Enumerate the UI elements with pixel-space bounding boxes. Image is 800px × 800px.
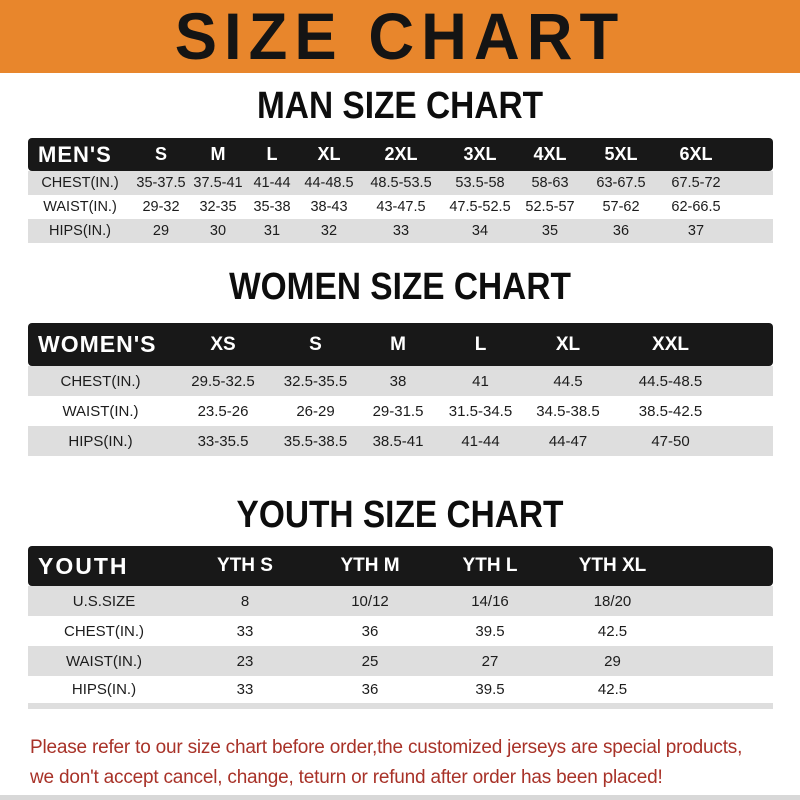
- filler-cell: [675, 546, 773, 586]
- table-row: [28, 646, 773, 676]
- size-value: 31: [246, 219, 298, 243]
- size-value: 43-47.5: [360, 195, 442, 219]
- size-value: 32.5-35.5: [273, 366, 358, 396]
- row-label: CHEST(IN.): [28, 616, 180, 646]
- size-value: 62-66.5: [660, 195, 732, 219]
- size-value: 23: [180, 646, 310, 676]
- row-label: U.S.SIZE: [28, 586, 180, 616]
- header-row: [28, 546, 773, 586]
- youth-size-table: [28, 546, 773, 709]
- row-label: CHEST(IN.): [28, 366, 173, 396]
- size-value: 52.5-57: [518, 195, 582, 219]
- size-value: 44.5-48.5: [613, 366, 728, 396]
- size-value: 41-44: [438, 426, 523, 456]
- size-value: 36: [310, 616, 430, 646]
- size-column-header: YTH M: [310, 546, 430, 586]
- youth-section-heading: YOUTH SIZE CHART: [236, 494, 564, 536]
- size-value: 37.5-41: [190, 171, 246, 195]
- size-column-header: M: [190, 138, 246, 171]
- disclaimer-line-1: Please refer to our size chart before order,the customized jerseys are special products,: [30, 737, 743, 758]
- size-value: 58-63: [518, 171, 582, 195]
- table-row: [28, 676, 773, 706]
- size-value: 33: [180, 616, 310, 646]
- size-value: 42.5: [550, 676, 675, 706]
- table-row: [28, 171, 773, 195]
- size-value: 57-62: [582, 195, 660, 219]
- size-value: 39.5: [430, 676, 550, 706]
- table-row: [28, 366, 773, 396]
- size-chart-banner: [0, 0, 800, 73]
- size-value: 26-29: [273, 396, 358, 426]
- size-value: 10/12: [310, 586, 430, 616]
- size-value: 42.5: [550, 616, 675, 646]
- men-size-section: [0, 87, 800, 243]
- header-row: [28, 323, 773, 366]
- banner-title: SIZE CHART: [174, 0, 626, 74]
- size-column-header: YTH XL: [550, 546, 675, 586]
- size-value: 38.5-42.5: [613, 396, 728, 426]
- size-value: 32-35: [190, 195, 246, 219]
- size-value: 31.5-34.5: [438, 396, 523, 426]
- table-category-header: YOUTH: [28, 546, 180, 586]
- size-value: 38.5-41: [358, 426, 438, 456]
- table-row: [28, 586, 773, 616]
- size-value: 18/20: [550, 586, 675, 616]
- size-value: 53.5-58: [442, 171, 518, 195]
- size-column-header: 2XL: [360, 138, 442, 171]
- filler-cell: [728, 396, 773, 426]
- row-label: WAIST(IN.): [28, 195, 132, 219]
- table-row: [28, 616, 773, 646]
- size-value: 34: [442, 219, 518, 243]
- size-column-header: L: [438, 323, 523, 366]
- size-column-header: YTH S: [180, 546, 310, 586]
- size-value: 44.5: [523, 366, 613, 396]
- size-value: 38-43: [298, 195, 360, 219]
- men-size-table: [28, 138, 773, 243]
- size-value: 39.5: [430, 616, 550, 646]
- filler-cell: [728, 426, 773, 456]
- size-value: 44-47: [523, 426, 613, 456]
- size-column-header: 6XL: [660, 138, 732, 171]
- filler-cell: [675, 616, 773, 646]
- size-value: 38: [358, 366, 438, 396]
- size-value: 63-67.5: [582, 171, 660, 195]
- filler-cell: [732, 195, 773, 219]
- size-value: 35.5-38.5: [273, 426, 358, 456]
- size-column-header: YTH L: [430, 546, 550, 586]
- row-label: WAIST(IN.): [28, 646, 180, 676]
- size-value: 44-48.5: [298, 171, 360, 195]
- filler-cell: [728, 323, 773, 366]
- size-value: 34.5-38.5: [523, 396, 613, 426]
- size-value: 32: [298, 219, 360, 243]
- header-row: [28, 138, 773, 171]
- size-value: 33: [180, 676, 310, 706]
- size-column-header: S: [273, 323, 358, 366]
- row-label: HIPS(IN.): [28, 426, 173, 456]
- size-column-header: 3XL: [442, 138, 518, 171]
- size-value: 29: [550, 646, 675, 676]
- table-row: [28, 195, 773, 219]
- size-value: 48.5-53.5: [360, 171, 442, 195]
- filler-cell: [732, 171, 773, 195]
- size-value: 36: [582, 219, 660, 243]
- size-value: 36: [310, 676, 430, 706]
- size-value: 37: [660, 219, 732, 243]
- filler-cell: [675, 586, 773, 616]
- size-value: 29-31.5: [358, 396, 438, 426]
- size-value: 25: [310, 646, 430, 676]
- row-label: CHEST(IN.): [28, 171, 132, 195]
- size-value: 67.5-72: [660, 171, 732, 195]
- row-label: WAIST(IN.): [28, 396, 173, 426]
- youth-size-section: [0, 496, 800, 709]
- size-value: 35: [518, 219, 582, 243]
- size-value: 41: [438, 366, 523, 396]
- footer-disclaimer: [30, 733, 794, 793]
- row-label: HIPS(IN.): [28, 219, 132, 243]
- size-value: 29: [132, 219, 190, 243]
- size-value: 33: [360, 219, 442, 243]
- size-column-header: 5XL: [582, 138, 660, 171]
- filler-cell: [732, 138, 773, 171]
- size-value: 8: [180, 586, 310, 616]
- filler-cell: [675, 646, 773, 676]
- size-column-header: S: [132, 138, 190, 171]
- size-column-header: XXL: [613, 323, 728, 366]
- size-tables-container: [0, 87, 800, 709]
- men-section-heading: MAN SIZE CHART: [256, 85, 544, 127]
- filler-cell: [732, 219, 773, 243]
- women-section-heading: WOMEN SIZE CHART: [229, 266, 571, 308]
- size-column-header: M: [358, 323, 438, 366]
- size-column-header: L: [246, 138, 298, 171]
- table-row: [28, 426, 773, 456]
- size-column-header: 4XL: [518, 138, 582, 171]
- women-size-table: [28, 323, 773, 456]
- size-value: 41-44: [246, 171, 298, 195]
- size-value: 30: [190, 219, 246, 243]
- table-category-header: WOMEN'S: [28, 323, 173, 366]
- size-value: 47.5-52.5: [442, 195, 518, 219]
- table-row: [28, 219, 773, 243]
- filler-cell: [675, 676, 773, 706]
- size-value: 27: [430, 646, 550, 676]
- filler-cell: [728, 366, 773, 396]
- size-value: 23.5-26: [173, 396, 273, 426]
- size-value: 14/16: [430, 586, 550, 616]
- size-column-header: XL: [298, 138, 360, 171]
- table-category-header: MEN'S: [28, 138, 132, 171]
- size-value: 29-32: [132, 195, 190, 219]
- bottom-strip: [0, 795, 800, 800]
- size-value: 33-35.5: [173, 426, 273, 456]
- size-value: 47-50: [613, 426, 728, 456]
- size-column-header: XS: [173, 323, 273, 366]
- women-size-section: [0, 268, 800, 456]
- row-label: HIPS(IN.): [28, 676, 180, 706]
- size-column-header: XL: [523, 323, 613, 366]
- size-value: 35-37.5: [132, 171, 190, 195]
- size-value: 29.5-32.5: [173, 366, 273, 396]
- size-value: 35-38: [246, 195, 298, 219]
- table-row: [28, 396, 773, 426]
- disclaimer-line-2: we don't accept cancel, change, teturn or refund after order has been placed!: [30, 767, 663, 788]
